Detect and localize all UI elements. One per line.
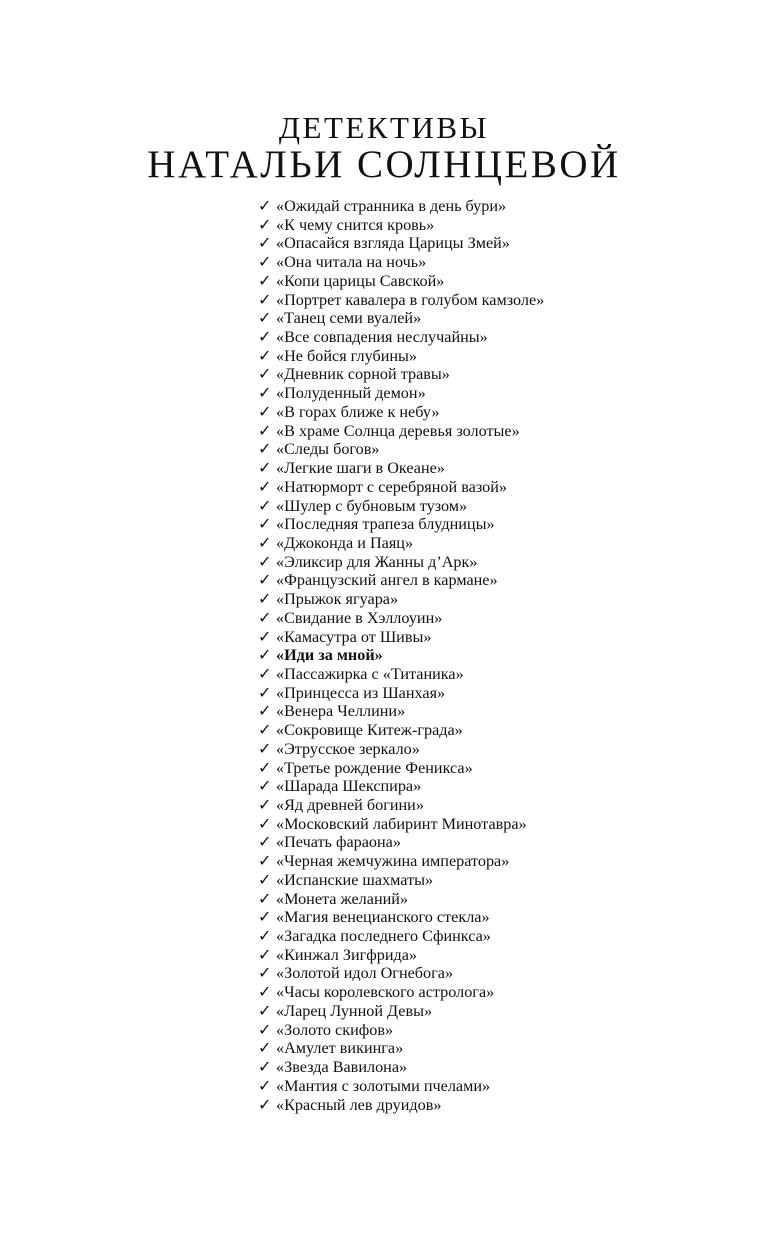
book-title: «Шарада Шекспира» [276,777,422,796]
book-title: «Золотой идол Огнебога» [276,964,454,983]
book-list-item [258,234,544,253]
check-mark-icon: ✓ [258,776,272,796]
check-mark-icon: ✓ [258,196,272,215]
check-mark-icon: ✓ [258,233,272,253]
book-list-item [258,515,544,534]
book-title: «Прыжок ягуара» [276,590,399,609]
book-list-item [258,459,544,478]
book-list-item [258,1021,544,1040]
book-title: «Французский ангел в кармане» [276,571,498,590]
check-mark-icon: ✓ [258,439,272,459]
check-mark-icon: ✓ [258,907,272,927]
book-list-item [258,365,544,384]
check-mark-icon: ✓ [258,345,272,365]
book-title: «Пассажирка с «Титаника» [276,664,464,683]
book-list-item [258,665,544,684]
book-title: «Танец семи вуалей» [276,309,422,328]
book-list-item [258,646,544,665]
book-title: «Испанские шахматы» [276,870,434,889]
check-mark-icon: ✓ [258,364,272,384]
check-mark-icon: ✓ [258,420,272,440]
book-title: «Эликсир для Жанны д’Арк» [276,552,478,571]
book-title: «Опасайся взгляда Царицы Змей» [276,234,510,253]
book-list-item [258,272,544,291]
book-list-item [258,1077,544,1096]
book-list-item [258,1002,544,1021]
check-mark-icon: ✓ [258,289,272,309]
book-title: «Кинжал Зигфрида» [276,945,418,964]
check-mark-icon: ✓ [258,1094,272,1114]
book-list-item [258,890,544,909]
book-list-item [258,908,544,927]
book-list-item [258,609,544,628]
check-mark-icon: ✓ [258,869,272,889]
heading-line-1: ДЕТЕКТИВЫ [278,110,490,145]
check-mark-icon: ✓ [258,982,272,1002]
book-list-item [258,571,544,590]
book-list-item [258,628,544,647]
book-title: «Шулер с бубновым тузом» [276,496,468,515]
book-list-item [258,852,544,871]
book-list-item [258,403,544,422]
book-title: «Третье рождение Феникса» [276,758,473,777]
book-title: «Золото скифов» [276,1020,394,1039]
book-title: «Принцесса из Шанхая» [276,683,446,702]
check-mark-icon: ✓ [258,458,272,478]
book-list-item [258,815,544,834]
book-list-item [258,740,544,759]
book-list-item [258,796,544,815]
book-list-item [258,927,544,946]
book-title: «Иди за мной» [276,646,383,665]
check-mark-icon: ✓ [258,214,272,234]
book-title: «Звезда Вавилона» [276,1058,408,1077]
book-list-item [258,777,544,796]
book-list-item [258,422,544,441]
book-title: «Дневник сорной травы» [276,365,450,384]
book-title: «Часы королевского астролога» [276,983,495,1002]
book-title: «К чему снится кровь» [276,215,435,234]
check-mark-icon: ✓ [258,720,272,740]
book-title: «Она читала на ночь» [276,253,427,272]
book-title: «Монета желаний» [276,889,409,908]
book-title: «Венера Челлини» [276,702,406,721]
book-title: «Полуденный демон» [276,384,426,403]
check-mark-icon: ✓ [258,1000,272,1020]
book-title: «Этрусское зеркало» [276,739,420,758]
book-title: «Яд древней богини» [276,796,424,814]
check-mark-icon: ✓ [258,813,272,833]
book-list-item [258,721,544,740]
check-mark-icon: ✓ [258,401,272,421]
book-list-item [258,384,544,403]
book-list-item [258,871,544,890]
check-mark-icon: ✓ [258,607,272,627]
book-title: «Камасутра от Шивы» [276,627,432,646]
check-mark-icon: ✓ [258,926,272,946]
book-title: «Джоконда и Паяц» [276,533,414,552]
book-title: «Ларец Лунной Девы» [276,1001,433,1020]
check-mark-icon: ✓ [258,795,272,814]
book-list-item [258,216,544,235]
heading-line-2: НАТАЛЬИ СОЛНЦЕВОЙ [147,143,621,186]
check-mark-icon: ✓ [258,252,272,272]
book-list-item [258,1039,544,1058]
book-list-item [258,478,544,497]
check-mark-icon: ✓ [258,308,272,328]
book-title: «Московский лабиринт Минотавра» [276,814,527,833]
book-title: «Копи царицы Савской» [276,271,445,290]
check-mark-icon: ✓ [258,1038,272,1058]
book-list-item [258,553,544,572]
book-title: «Следы богов» [276,440,380,459]
book-title: «Красный лев друидов» [276,1095,442,1114]
book-list-item [258,347,544,366]
check-mark-icon: ✓ [258,738,272,758]
book-list-item [258,328,544,347]
check-mark-icon: ✓ [258,626,272,646]
book-title: «Свидание в Хэллоуин» [276,608,443,627]
book-title: «Ожидай странника в день бури» [276,197,507,215]
check-mark-icon: ✓ [258,944,272,964]
book-list-item [258,946,544,965]
book-list-item [258,684,544,703]
book-list-item [258,497,544,516]
book-title: «Печать фараона» [276,833,401,852]
book-title: «Амулет викинга» [276,1039,404,1058]
book-title: «Загадка последнего Сфинкса» [276,927,491,946]
book-list-item [258,1058,544,1077]
book-list-item [258,309,544,328]
book-title: «Последняя трапеза блудницы» [276,515,495,534]
book-title: «В горах ближе к небу» [276,402,440,421]
book-list-item [258,291,544,310]
check-mark-icon: ✓ [258,570,272,590]
check-mark-icon: ✓ [258,551,272,571]
check-mark-icon: ✓ [258,757,272,777]
check-mark-icon: ✓ [258,1075,272,1095]
check-mark-icon: ✓ [258,888,272,908]
book-list-item [258,253,544,272]
book-title: «Легкие шаги в Океане» [276,459,445,478]
book-title: «Портрет кавалера в голубом камзоле» [276,290,545,309]
check-mark-icon: ✓ [258,645,272,665]
book-title: «Мантия с золотыми пчелами» [276,1076,491,1095]
check-mark-icon: ✓ [258,495,272,515]
book-title: «В храме Солнца деревья золотые» [276,421,520,440]
book-list-item [258,702,544,721]
book-list-item [258,440,544,459]
check-mark-icon: ✓ [258,832,272,852]
check-mark-icon: ✓ [258,701,272,721]
book-list-item [258,983,544,1002]
check-mark-icon: ✓ [258,532,272,552]
book-list-item [258,534,544,553]
book-list-item [258,197,544,216]
check-mark-icon: ✓ [258,476,272,496]
book-list-item [258,833,544,852]
check-mark-icon: ✓ [258,383,272,403]
book-title: «Натюрморт с серебряной вазой» [276,477,507,496]
book-title: «Магия венецианского стекла» [276,908,490,927]
book-title: «Сокровище Китеж-града» [276,721,463,740]
book-list [258,197,544,1114]
check-mark-icon: ✓ [258,963,272,983]
check-mark-icon: ✓ [258,589,272,609]
book-list-item [258,590,544,609]
check-mark-icon: ✓ [258,327,272,347]
check-mark-icon: ✓ [258,1057,272,1077]
check-mark-icon: ✓ [258,1019,272,1039]
book-title: «Черная жемчужина императора» [276,852,510,871]
book-title: «Все совпадения неслучайны» [276,328,488,347]
book-list-item [258,1096,544,1115]
check-mark-icon: ✓ [258,270,272,290]
check-mark-icon: ✓ [258,663,272,683]
book-list-item [258,759,544,778]
check-mark-icon: ✓ [258,514,272,534]
check-mark-icon: ✓ [258,851,272,871]
book-list-item [258,964,544,983]
book-title: «Не бойся глубины» [276,346,417,365]
check-mark-icon: ✓ [258,682,272,702]
